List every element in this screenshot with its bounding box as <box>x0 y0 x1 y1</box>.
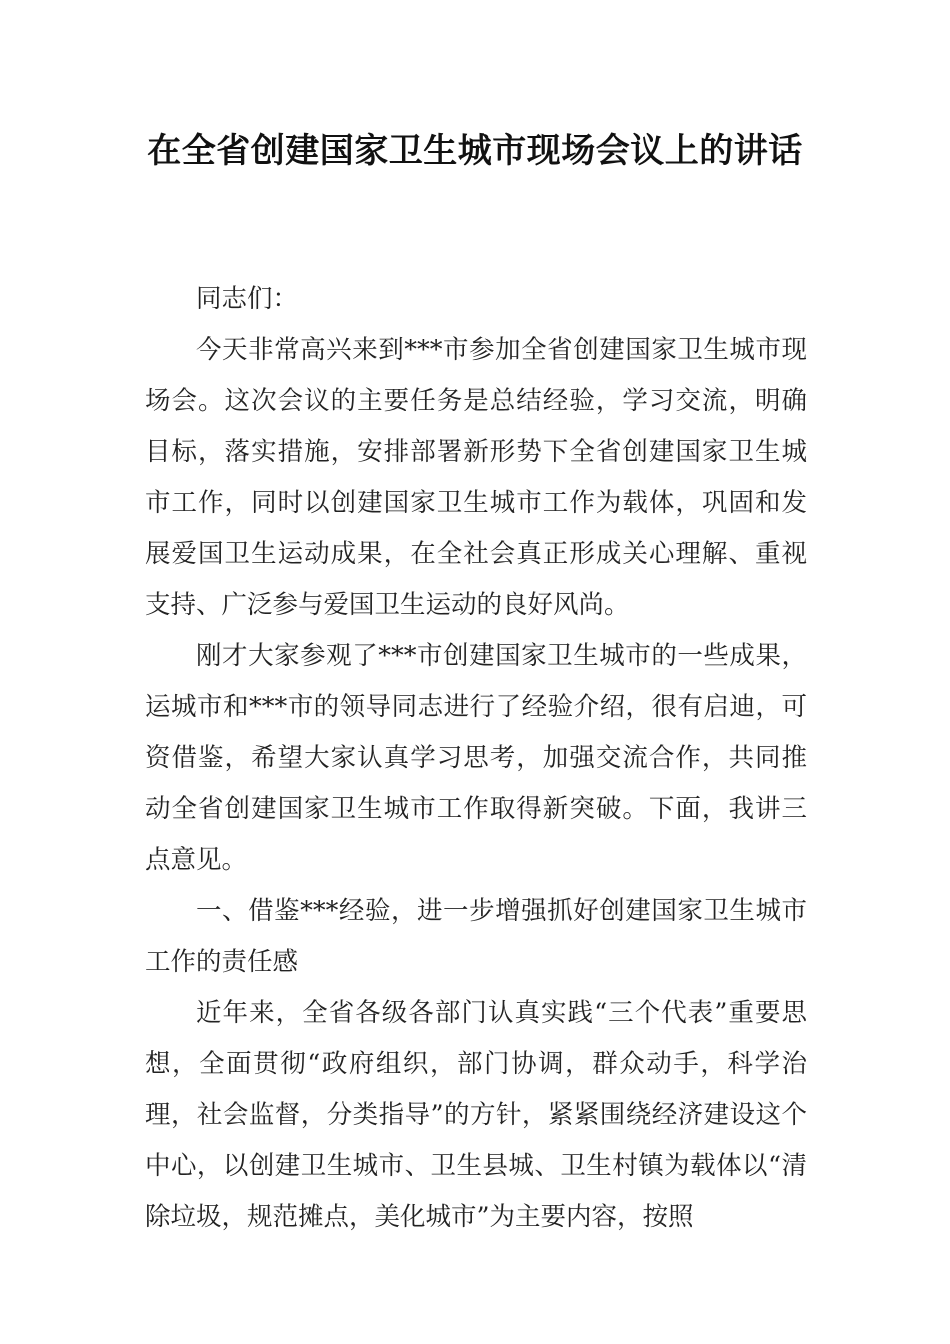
body-paragraph: 刚才大家参观了***市创建国家卫生城市的一些成果，运城市和***市的领导同志进行了经验介绍，很有启迪，可资借鉴，希望大家认真学习思考，加强交流合作，共同推动全省创建国家卫生城市工作取得新突破。下面，我讲三点意见。 <box>145 641 807 875</box>
body-paragraph: 今天非常高兴来到***市参加全省创建国家卫生城市现场会。这次会议的主要任务是总结经验，学习交流，明确目标，落实措施，安排部署新形势下全省创建国家卫生城市工作，同时以创建国家卫生城市工作为载体，巩固和发展爱国卫生运动成果，在全社会真正形成关心理解、重视支持、广泛参与爱国卫生运动的良好风尚。 <box>145 335 807 620</box>
section-heading: 一、借鉴***经验，进一步增强抓好创建国家卫生城市工作的责任感 <box>145 896 807 977</box>
document-body <box>145 274 807 1243</box>
document-title: 在全省创建国家卫生城市现场会议上的讲话 <box>147 131 803 171</box>
body-paragraph: 近年来，全省各级各部门认真实践“三个代表”重要思想，全面贯彻“政府组织，部门协调，群众动手，科学治理，社会监督，分类指导”的方针，紧紧围绕经济建设这个中心，以创建卫生城市、卫生县城、卫生村镇为载体以“清除垃圾，规范摊点，美化城市”为主要内容，按照 <box>145 998 807 1232</box>
salutation-paragraph: 同志们： <box>196 284 299 314</box>
